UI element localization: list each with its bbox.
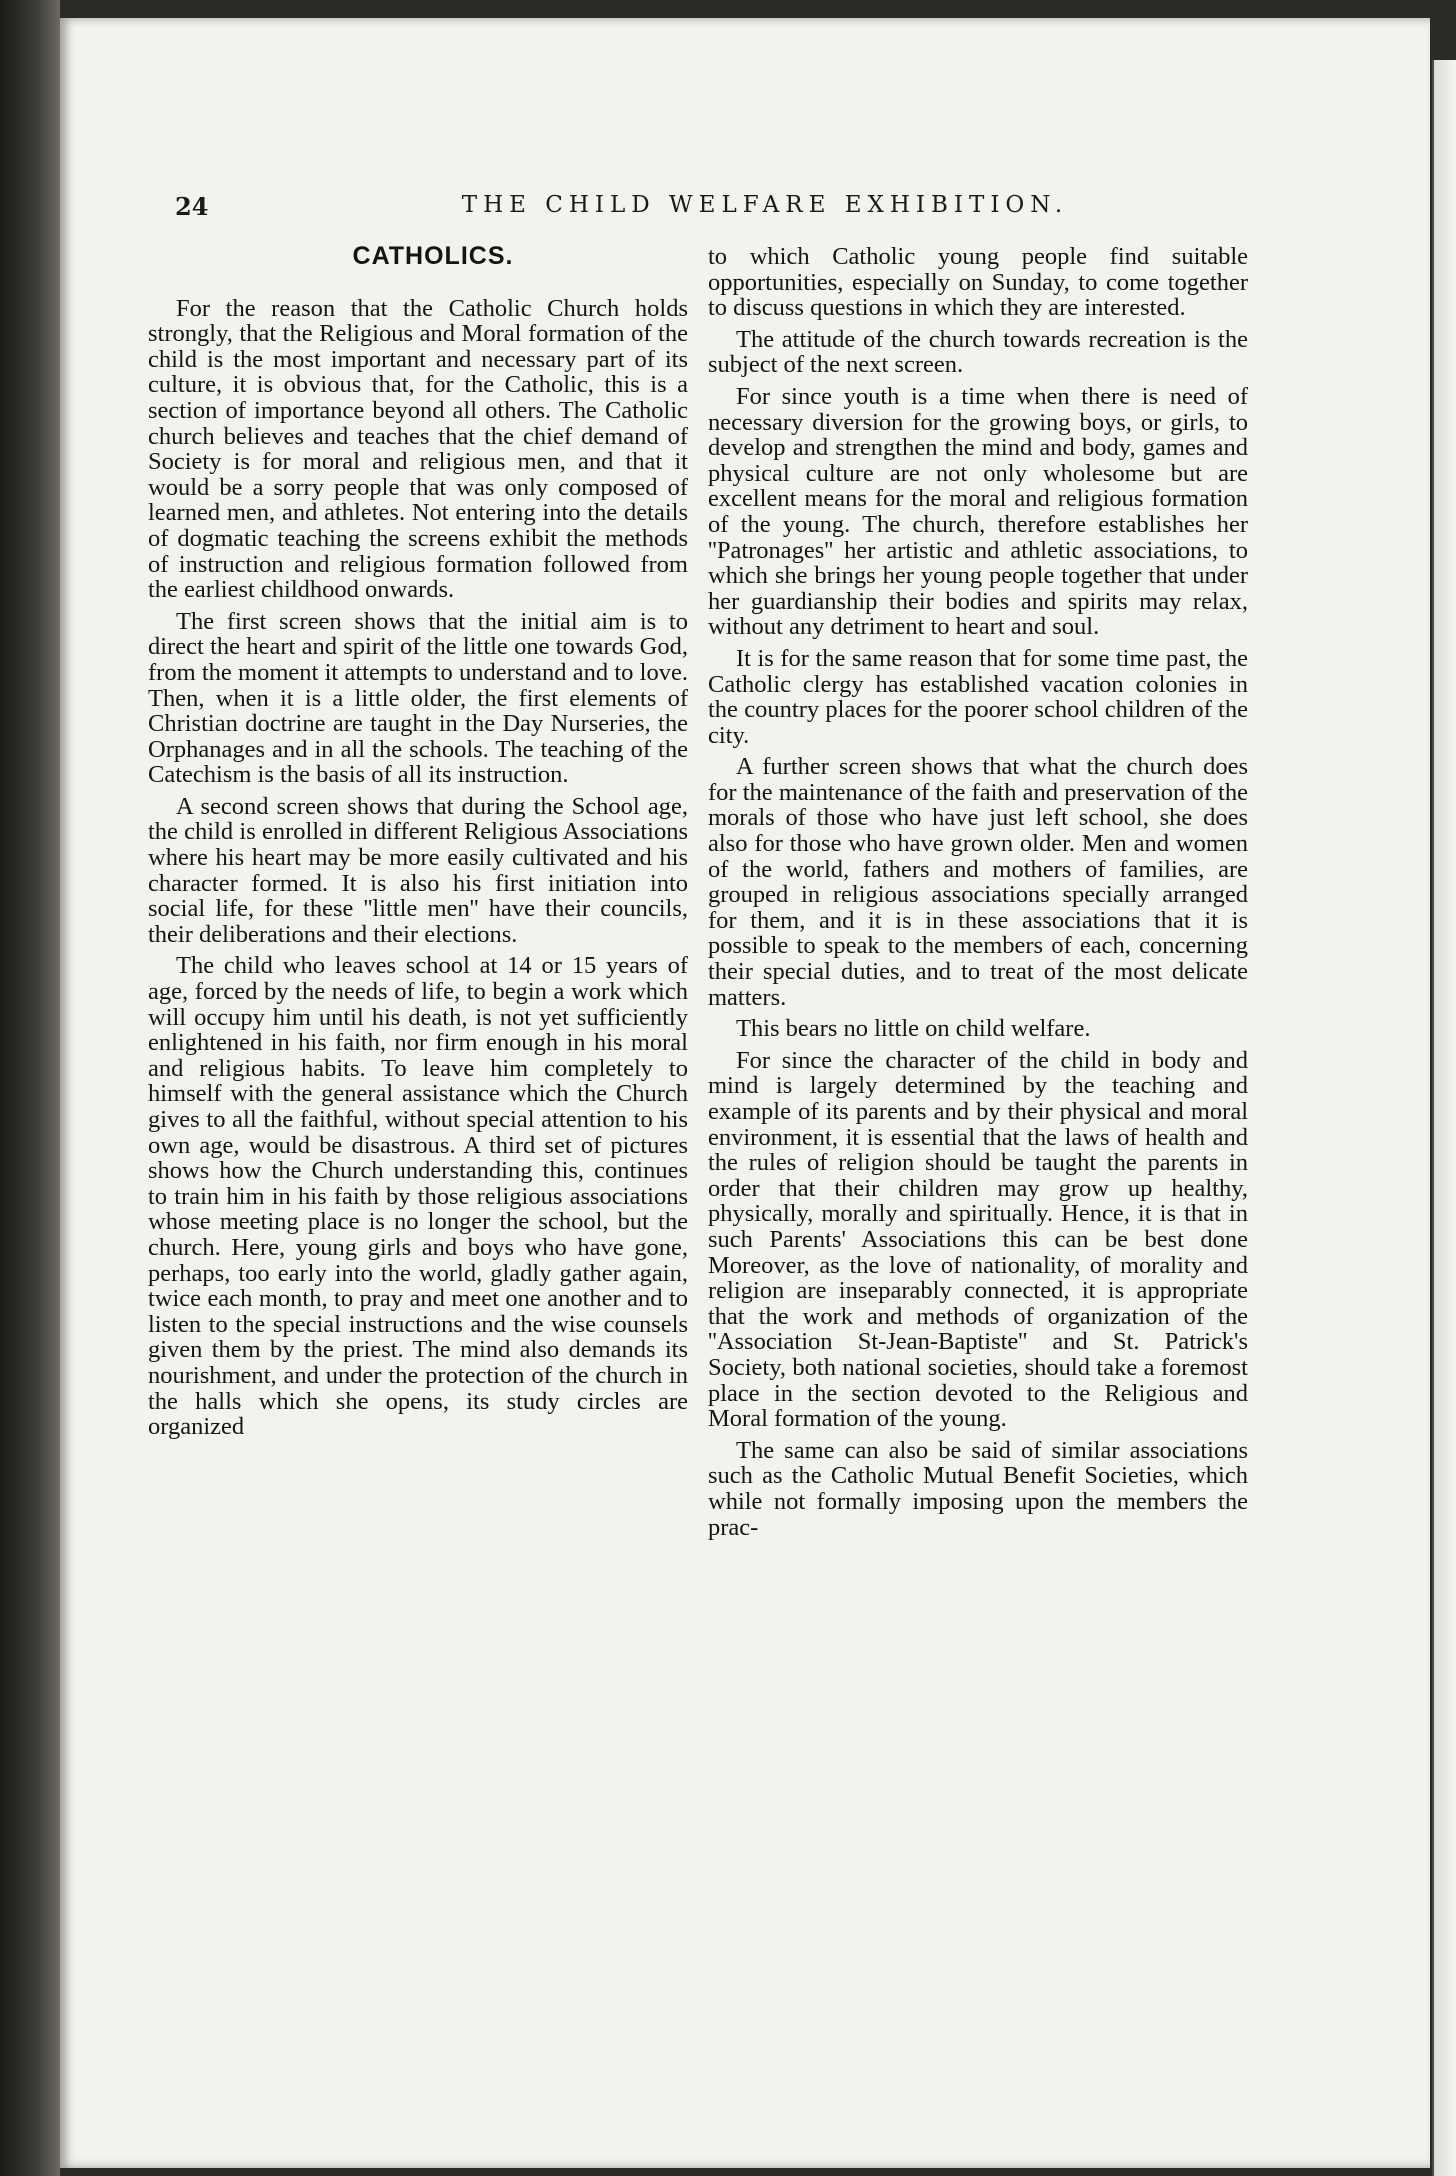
paragraph: The first screen shows that the initial aim is to direct the heart and spirit of the little one towards God, from the moment it attempts to understand and to love. Then, when it is a little older, the first elements of Christian doctrine are taught in the Day Nurseries, the Orphanages and in all the schools. The teaching of the Catechism is the basis of all its instruction.: [148, 607, 688, 789]
paragraph: A further screen shows that what the church does for the maintenance of the faith and preservation of the morals of those who have just left school, she does also for those who have grown older. Men and women of the world, fathers and mothers of families, are grouped in religious associations specially arranged for them, and it is in these associations that it is possible to speak to the members of each, concerning their special duties, and to treat of the most delicate matters.: [708, 753, 1248, 1011]
paragraph: The same can also be said of similar associations such as the Catholic Mutual Benefit Societies, which while not formally imposing upon the members the prac-: [708, 1436, 1248, 1541]
running-title: THE CHILD WELFARE EXHIBITION.: [461, 192, 1069, 218]
paragraph: The child who leaves school at 14 or 15 years of age, forced by the needs of life, to begin a work which will occupy him until his death, is not yet sufficiently enlightened in his faith, nor firm enough in his moral and religious habits. To leave him completely to himself with the general assistance which the Church gives to all the faithful, without special attention to his own age, would be disastrous. A third set of pictures shows how the Church understanding this, continues to train him in his faith by those religious associations whose meeting place is no longer the school, but the church. Here, young girls and boys who have gone, perhaps, too early into the world, gladly gather again, twice each month, to pray and meet one another and to listen to the special instructions and the wise counsels given them by the priest. The mind also demands its nourishment, and under the protection of the church in the halls which she opens, its study circles are organized: [148, 952, 688, 1441]
paragraph: This bears no little on child welfare.: [736, 1015, 1091, 1043]
paragraph: It is for the same reason that for some time past, the Catholic clergy has established vacation colonies in the country places for the poorer school children of the city.: [708, 644, 1248, 749]
paragraph-continued: to which Catholic young people find suitable opportunities, especially on Sunday, to come together to discuss questions in which they are interested.: [708, 243, 1248, 322]
next-page-edge: [1432, 60, 1456, 2176]
page-header: [175, 192, 1245, 232]
paragraph: For since youth is a time when there is need of necessary diversion for the growing boys, or girls, to develop and strengthen the mind and body, games and physical culture are not only wholesome but are excellent means for the moral and religious formation of the young. The church, therefore establishes her ''Patronages'' her artistic and athletic associations, to which she brings her young people together that under her guardianship their bodies and spirits may relax, without any detriment to heart and soul.: [708, 382, 1248, 641]
paragraph: For the reason that the Catholic Church holds strongly, that the Religious and Moral formation of the child is the most important and necessary part of its culture, it is obvious that, for the Catholic, this is a section of importance beyond all others. The Catholic church believes and teaches that the chief demand of Society is for moral and religious men, and that it would be a sorry people that was only composed of learned men, and athletes. Not entering into the details of dogmatic teaching the screens exhibit the methods of instruction and religious formation followed from the earliest childhood onwards.: [148, 294, 688, 604]
left-column: [148, 244, 688, 1446]
page-number: 24: [175, 192, 209, 221]
right-column: [708, 244, 1248, 1546]
paragraph: A second screen shows that during the School age, the child is enrolled in different Religious Associations where his heart may be more easily cultivated and his character formed. It is also his first initiation into social life, for these ''little men'' have their councils, their deliberations and their elections.: [148, 792, 688, 948]
book-gutter: [0, 0, 60, 2176]
paragraph: For since the character of the child in body and mind is largely determined by the teaching and example of its parents and by their physical and moral environment, it is essential that the laws of health and the rules of religion should be taught the parents in order that their children may grow up healthy, physically, morally and spiritually. Hence, it is that in such Parents' Associations this can be best done Moreover, as the love of nationality, of morality and religion are inseparably connected, it is appropriate that the work and methods of organization of the ''Association St-Jean-Baptiste'' and St. Patrick's Society, both national societies, should take a foremost place in the section devoted to the Religious and Moral formation of the young.: [708, 1046, 1248, 1433]
paragraph: The attitude of the church towards recreation is the subject of the next screen.: [708, 325, 1248, 379]
section-title: CATHOLICS.: [352, 242, 514, 270]
